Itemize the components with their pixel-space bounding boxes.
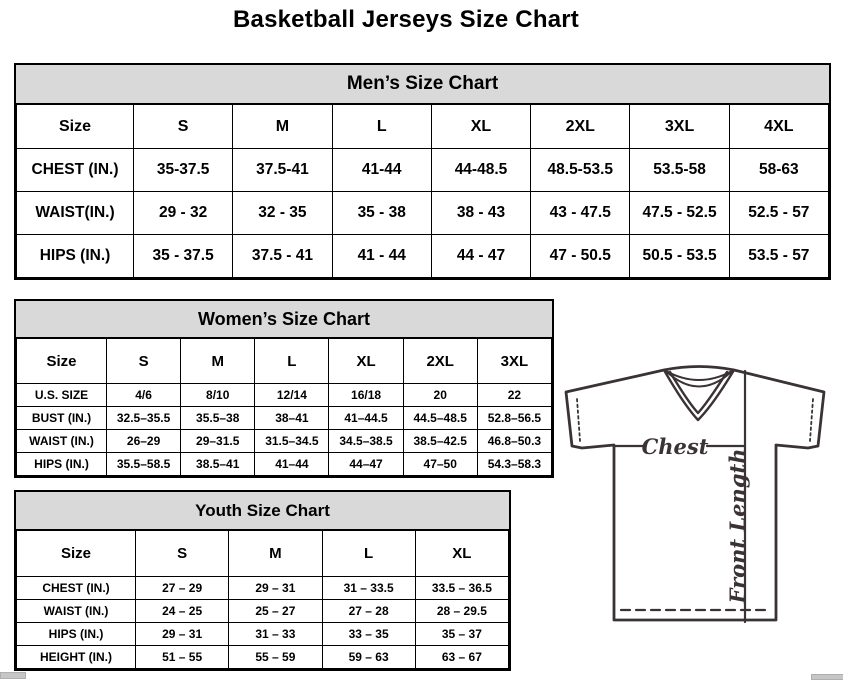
youth-section-title: Youth Size Chart xyxy=(16,492,509,530)
mens-header-row xyxy=(17,105,829,149)
row-label: HIPS (IN.) xyxy=(17,453,107,476)
table-cell: 63 – 67 xyxy=(415,646,508,669)
row-label: WAIST(IN.) xyxy=(17,192,134,235)
table-cell: 29–31.5 xyxy=(181,430,255,453)
table-cell: 38.5–42.5 xyxy=(403,430,477,453)
column-header: L xyxy=(255,339,329,384)
table-cell: 38 - 43 xyxy=(431,192,530,235)
table-cell: 34.5–38.5 xyxy=(329,430,403,453)
table-cell: 29 – 31 xyxy=(229,577,322,600)
size-header-cell: Size xyxy=(17,105,134,149)
table-cell: 33.5 – 36.5 xyxy=(415,577,508,600)
column-header: S xyxy=(107,339,181,384)
front-length-label: Front Length xyxy=(725,448,750,604)
table-cell: 47 - 50.5 xyxy=(531,235,630,278)
table-cell: 41–44.5 xyxy=(329,407,403,430)
left-cuff-dashed-line xyxy=(577,399,580,441)
table-cell: 44 - 47 xyxy=(431,235,530,278)
column-header: M xyxy=(233,105,332,149)
column-header: L xyxy=(322,531,415,577)
right-cuff-dashed-line xyxy=(810,399,813,441)
table-cell: 37.5-41 xyxy=(233,149,332,192)
column-header: XL xyxy=(415,531,508,577)
table-cell: 54.3–58.3 xyxy=(477,453,551,476)
table-cell: 46.8–50.3 xyxy=(477,430,551,453)
table-row xyxy=(17,384,552,407)
horizontal-scrollbar-thumb-left[interactable] xyxy=(0,672,26,679)
table-cell: 52.8–56.5 xyxy=(477,407,551,430)
table-cell: 4/6 xyxy=(107,384,181,407)
column-header: S xyxy=(134,105,233,149)
mens-table xyxy=(16,104,829,278)
table-cell: 31.5–34.5 xyxy=(255,430,329,453)
table-cell: 27 – 28 xyxy=(322,600,415,623)
womens-table xyxy=(16,338,552,476)
table-cell: 28 – 29.5 xyxy=(415,600,508,623)
table-cell: 35 - 38 xyxy=(332,192,431,235)
table-cell: 48.5-53.5 xyxy=(531,149,630,192)
table-cell: 51 – 55 xyxy=(136,646,229,669)
table-cell: 47–50 xyxy=(403,453,477,476)
table-cell: 44.5–48.5 xyxy=(403,407,477,430)
table-cell: 38.5–41 xyxy=(181,453,255,476)
table-cell: 35 - 37.5 xyxy=(134,235,233,278)
table-cell: 59 – 63 xyxy=(322,646,415,669)
column-header: XL xyxy=(431,105,530,149)
table-cell: 44-48.5 xyxy=(431,149,530,192)
table-cell: 35.5–58.5 xyxy=(107,453,181,476)
row-label: CHEST (IN.) xyxy=(17,577,136,600)
table-cell: 41-44 xyxy=(332,149,431,192)
row-label: CHEST (IN.) xyxy=(17,149,134,192)
table-cell: 38–41 xyxy=(255,407,329,430)
row-label: WAIST (IN.) xyxy=(17,600,136,623)
size-header-cell: Size xyxy=(17,339,107,384)
table-cell: 32.5–35.5 xyxy=(107,407,181,430)
horizontal-scrollbar-thumb-right[interactable] xyxy=(811,674,843,680)
womens-size-chart-table xyxy=(14,299,554,478)
table-cell: 55 – 59 xyxy=(229,646,322,669)
mens-size-chart-table xyxy=(14,63,831,280)
v-neck-line xyxy=(664,370,734,420)
table-row xyxy=(17,149,829,192)
table-cell: 25 – 27 xyxy=(229,600,322,623)
table-cell: 26–29 xyxy=(107,430,181,453)
chest-label: Chest xyxy=(641,434,709,459)
mens-section-title: Men’s Size Chart xyxy=(16,65,829,104)
table-cell: 50.5 - 53.5 xyxy=(630,235,729,278)
table-row xyxy=(17,623,509,646)
column-header: 3XL xyxy=(477,339,551,384)
size-header-cell: Size xyxy=(17,531,136,577)
row-label: HIPS (IN.) xyxy=(17,623,136,646)
table-cell: 35 – 37 xyxy=(415,623,508,646)
table-cell: 33 – 35 xyxy=(322,623,415,646)
column-header: S xyxy=(136,531,229,577)
table-row xyxy=(17,430,552,453)
table-row xyxy=(17,577,509,600)
column-header: 4XL xyxy=(729,105,828,149)
column-header: M xyxy=(229,531,322,577)
row-label: BUST (IN.) xyxy=(17,407,107,430)
column-header: 2XL xyxy=(531,105,630,149)
table-cell: 53.5 - 57 xyxy=(729,235,828,278)
table-row xyxy=(17,192,829,235)
table-cell: 58-63 xyxy=(729,149,828,192)
row-label: WAIST (IN.) xyxy=(17,430,107,453)
table-cell: 53.5-58 xyxy=(630,149,729,192)
table-cell: 29 - 32 xyxy=(134,192,233,235)
table-cell: 47.5 - 52.5 xyxy=(630,192,729,235)
row-label: HEIGHT (IN.) xyxy=(17,646,136,669)
table-row xyxy=(17,646,509,669)
table-cell: 20 xyxy=(403,384,477,407)
table-row xyxy=(17,407,552,430)
womens-header-row xyxy=(17,339,552,384)
table-row xyxy=(17,453,552,476)
table-cell: 35-37.5 xyxy=(134,149,233,192)
column-header: XL xyxy=(329,339,403,384)
column-header: L xyxy=(332,105,431,149)
table-row xyxy=(17,600,509,623)
table-cell: 43 - 47.5 xyxy=(531,192,630,235)
youth-table xyxy=(16,530,509,669)
jersey-measurement-diagram xyxy=(555,358,843,674)
womens-section-title: Women’s Size Chart xyxy=(16,301,552,338)
table-cell: 31 – 33.5 xyxy=(322,577,415,600)
table-cell: 8/10 xyxy=(181,384,255,407)
table-cell: 32 - 35 xyxy=(233,192,332,235)
page-title: Basketball Jerseys Size Chart xyxy=(233,6,579,33)
row-label: U.S. SIZE xyxy=(17,384,107,407)
table-cell: 22 xyxy=(477,384,551,407)
table-cell: 41 - 44 xyxy=(332,235,431,278)
column-header: 3XL xyxy=(630,105,729,149)
jersey-outline xyxy=(566,367,824,621)
column-header: 2XL xyxy=(403,339,477,384)
table-cell: 41–44 xyxy=(255,453,329,476)
table-cell: 24 – 25 xyxy=(136,600,229,623)
table-cell: 35.5–38 xyxy=(181,407,255,430)
table-row xyxy=(17,235,829,278)
table-cell: 52.5 - 57 xyxy=(729,192,828,235)
table-cell: 16/18 xyxy=(329,384,403,407)
table-cell: 31 – 33 xyxy=(229,623,322,646)
youth-size-chart-table xyxy=(14,490,511,671)
youth-header-row xyxy=(17,531,509,577)
column-header: M xyxy=(181,339,255,384)
table-cell: 37.5 - 41 xyxy=(233,235,332,278)
table-cell: 27 – 29 xyxy=(136,577,229,600)
table-cell: 29 – 31 xyxy=(136,623,229,646)
row-label: HIPS (IN.) xyxy=(17,235,134,278)
table-cell: 12/14 xyxy=(255,384,329,407)
table-cell: 44–47 xyxy=(329,453,403,476)
